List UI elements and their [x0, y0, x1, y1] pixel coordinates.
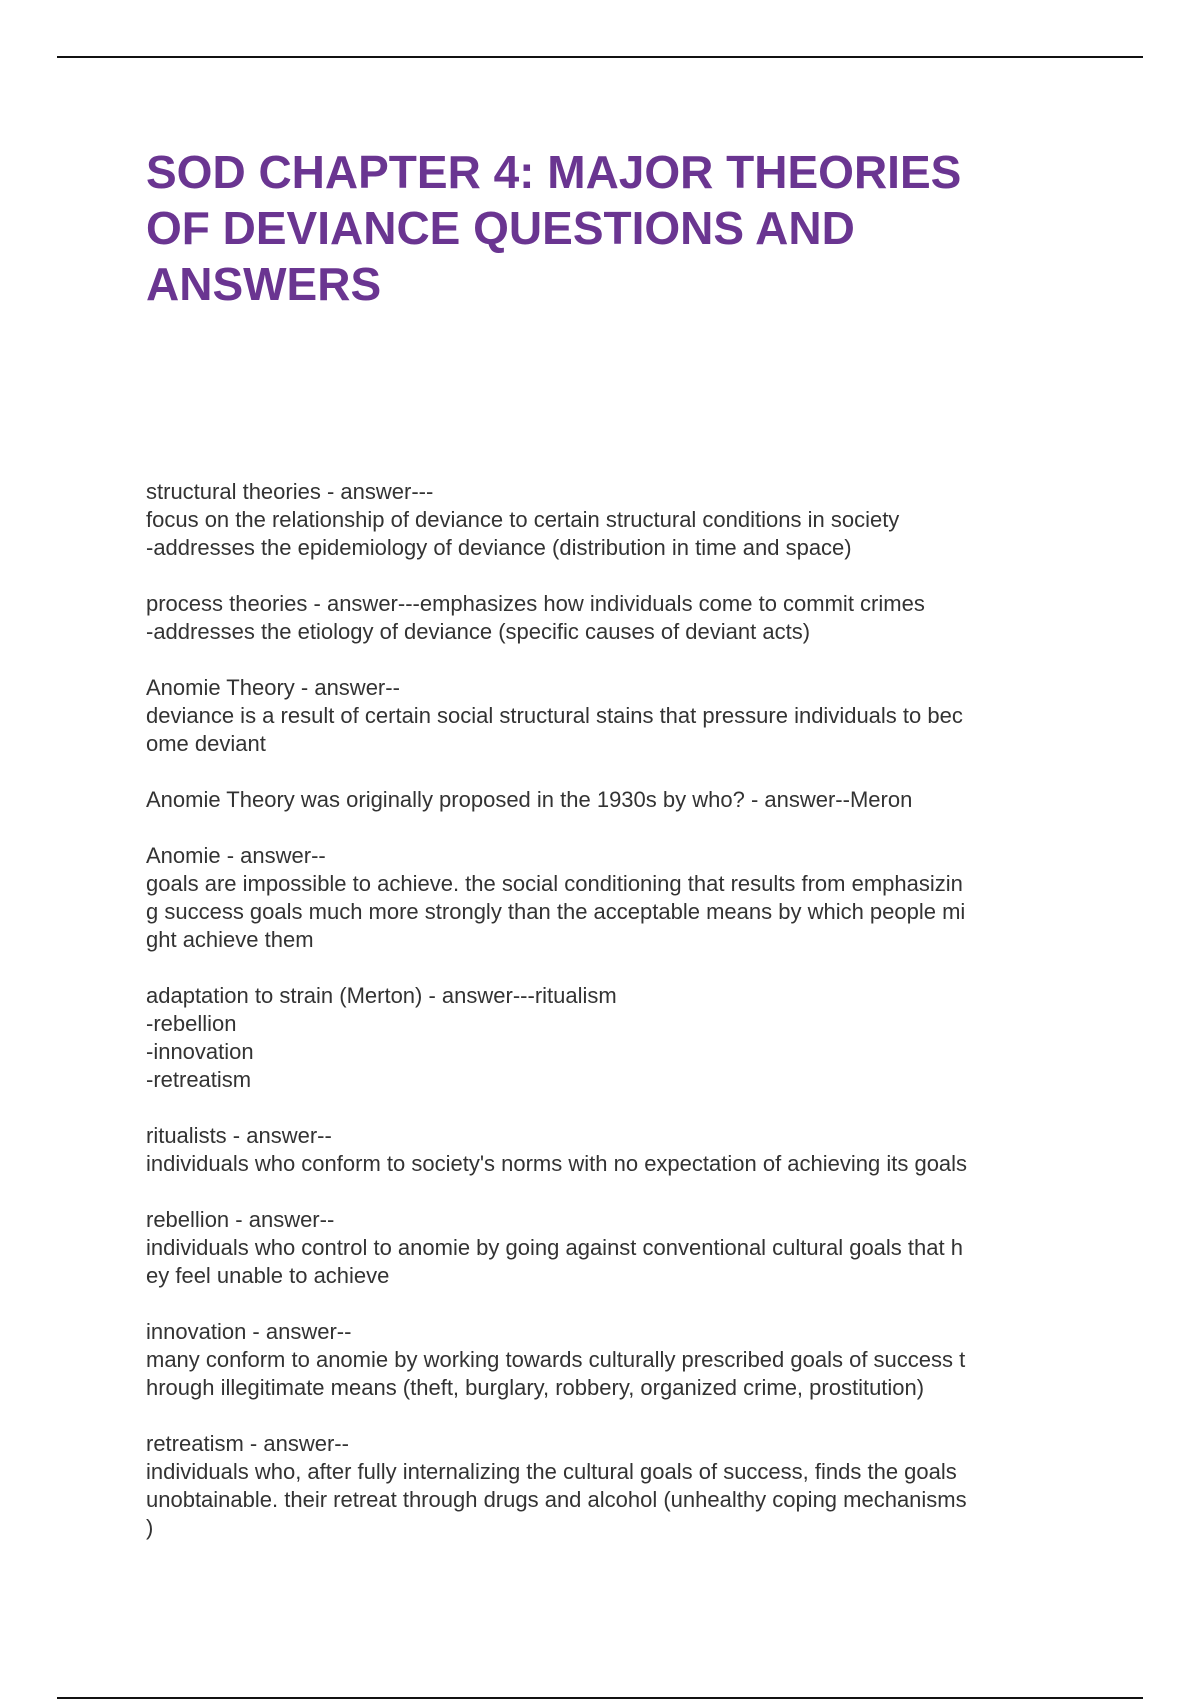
- qa-line: ): [146, 1515, 154, 1540]
- document-title: [146, 144, 1046, 312]
- qa-line: Anomie - answer--: [146, 843, 326, 868]
- qa-line: Anomie Theory was originally proposed in the 1930s by who? - answer--Meron: [146, 787, 913, 812]
- qa-line: unobtainable. their retreat through drugs and alcohol (unhealthy coping mechanisms: [146, 1487, 967, 1512]
- title-line: SOD CHAPTER 4: MAJOR THEORIES: [146, 146, 962, 198]
- qa-line: Anomie Theory - answer--: [146, 675, 400, 700]
- qa-item-anomie-theory-origin: [146, 786, 1076, 814]
- qa-line: individuals who control to anomie by going against conventional cultural goals that h: [146, 1235, 963, 1260]
- qa-item-adaptation-to-strain: [146, 982, 1076, 1094]
- title-line: ANSWERS: [146, 258, 382, 310]
- top-rule: [57, 56, 1143, 58]
- qa-line: -retreatism: [146, 1067, 252, 1092]
- qa-line: individuals who conform to society's norms with no expectation of achieving its goals: [146, 1151, 968, 1176]
- qa-line: ritualists - answer--: [146, 1123, 332, 1148]
- qa-line: hrough illegitimate means (theft, burglary, robbery, organized crime, prostitution): [146, 1375, 925, 1400]
- qa-line: process theories - answer---emphasizes how individuals come to commit crimes: [146, 591, 925, 616]
- qa-item-anomie: [146, 842, 1076, 954]
- qa-line: ey feel unable to achieve: [146, 1263, 390, 1288]
- qa-line: ome deviant: [146, 731, 266, 756]
- qa-line: ght achieve them: [146, 927, 314, 952]
- qa-item-retreatism: [146, 1430, 1076, 1542]
- qa-line: deviance is a result of certain social structural stains that pressure individuals to bec: [146, 703, 963, 728]
- qa-item-innovation: [146, 1318, 1076, 1402]
- qa-line: goals are impossible to achieve. the social conditioning that results from emphasizin: [146, 871, 963, 896]
- qa-list: [146, 478, 1076, 1570]
- qa-line: many conform to anomie by working towards culturally prescribed goals of success t: [146, 1347, 966, 1372]
- qa-item-ritualists: [146, 1122, 1076, 1178]
- bottom-rule: [57, 1697, 1143, 1699]
- qa-item-structural-theories: [146, 478, 1076, 562]
- qa-line: retreatism - answer--: [146, 1431, 349, 1456]
- qa-item-anomie-theory: [146, 674, 1076, 758]
- qa-line: focus on the relationship of deviance to certain structural conditions in society: [146, 507, 900, 532]
- qa-item-process-theories: [146, 590, 1076, 646]
- qa-line: structural theories - answer---: [146, 479, 434, 504]
- qa-line: -rebellion: [146, 1011, 237, 1036]
- title-line: OF DEVIANCE QUESTIONS AND: [146, 202, 855, 254]
- qa-line: -innovation: [146, 1039, 254, 1064]
- qa-line: adaptation to strain (Merton) - answer---ritualism: [146, 983, 617, 1008]
- qa-line: -addresses the epidemiology of deviance (distribution in time and space): [146, 535, 852, 560]
- qa-item-rebellion: [146, 1206, 1076, 1290]
- qa-line: individuals who, after fully internalizing the cultural goals of success, finds the goals: [146, 1459, 957, 1484]
- qa-line: innovation - answer--: [146, 1319, 352, 1344]
- qa-line: rebellion - answer--: [146, 1207, 335, 1232]
- qa-line: -addresses the etiology of deviance (specific causes of deviant acts): [146, 619, 811, 644]
- qa-line: g success goals much more strongly than the acceptable means by which people mi: [146, 899, 966, 924]
